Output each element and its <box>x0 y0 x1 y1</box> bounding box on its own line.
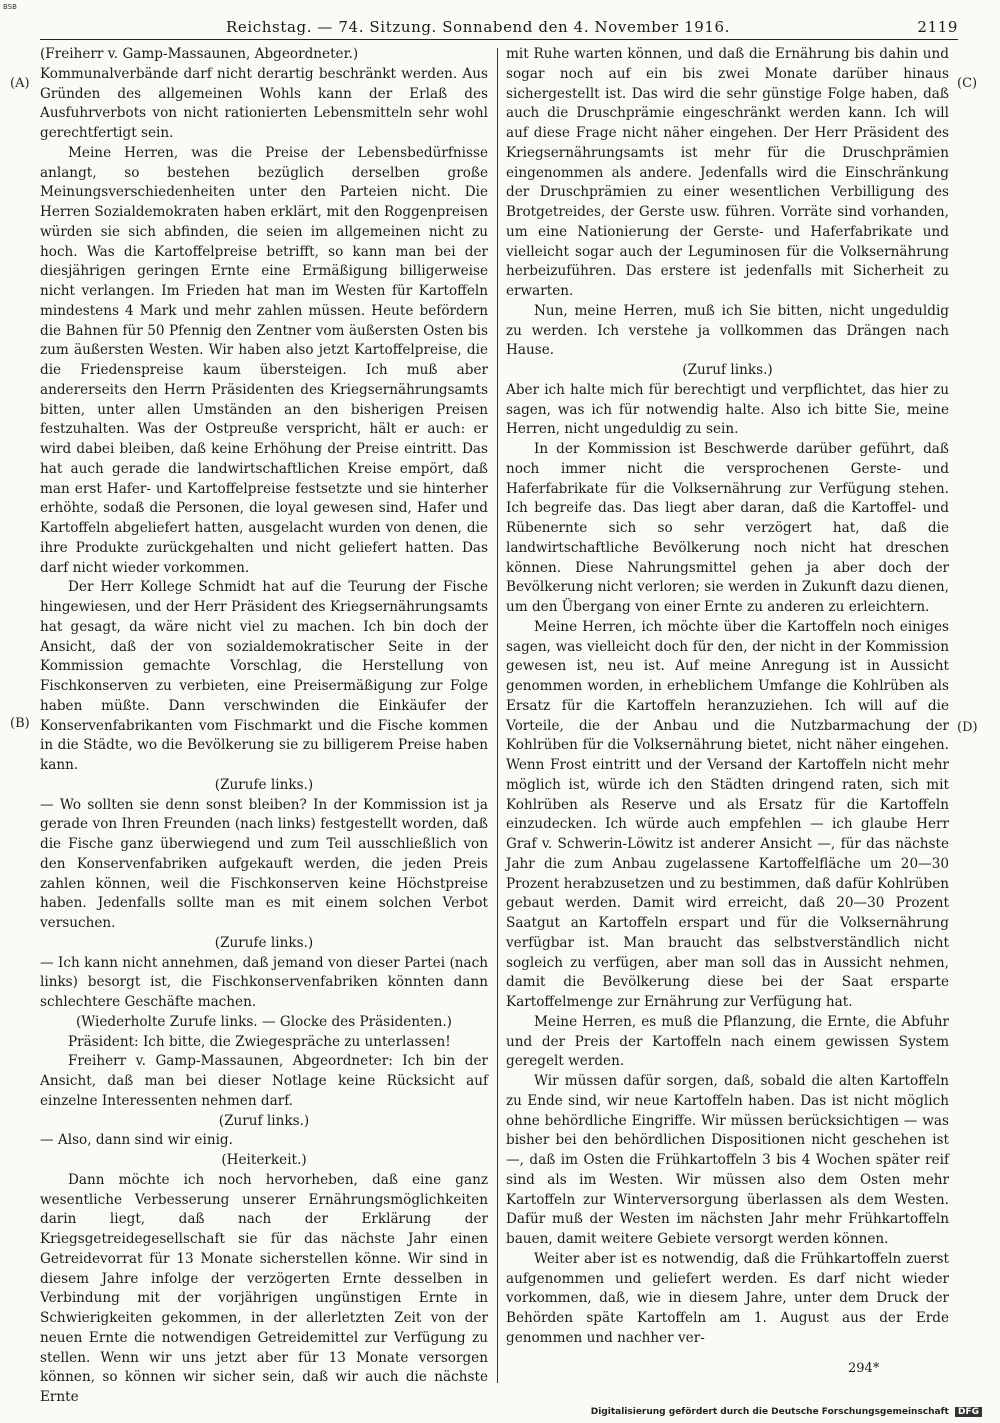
left-paragraph: Meine Herren, was die Preise der Lebensbedürfnisse anlangt, so bestehen bezüglich derselben große Meinungsverschiedenheiten unter den Parteien nicht. Die Herren Sozialdemokraten haben erklärt, mit den Roggenpreisen würden sie sich abfinden, die seien im allgemeinen nicht zu hoch. Was die Kartoffelpreise betrifft, so kann man bei der diesjährigen geringen Ernte eine Ermäßigung billigerweise nicht verlangen. Im Frieden hat man im Westen für Kartoffeln mindestens 4 Mark und mehr zahlen müssen. Heute befördern die Bahnen für 50 Pfennig den Zentner vom äußersten Osten bis zum äußersten Westen. Wir haben also jetzt Kartoffelpreise, die die Friedenspreise kaum übersteigen. Ich muß aber andererseits den Herrn Präsidenten des Kriegsernährungsamts bitten, unter allen Umständen an den bisherigen Preisen festzuhalten. Was der Ostpreuße verspricht, hält er auch: er wird dabei bleiben, daß keine Erhöhung der Preise eintritt. Das hat auch gerade die landwirtschaftlichen Kreise empört, daß man erst Hafer- und Kartoffelpreise festsetzte und sie hinterher erhöhte, sodaß die Personen, die loyal gewesen sind, Hafer und Kartoffeln abgeliefert hatten, ausgelacht wurden von denen, die ihre Produkte zurückgehalten und nicht geliefert hatten. Das darf nicht wieder vorkommen. <box>40 144 488 576</box>
left-paragraph: Kommunalverbände darf nicht derartig beschränkt werden. Aus Gründen des allgemeinen Wohls kann der Erlaß des Ausfuhrverbots von nicht rationierten Lebensmitteln sehr wohl gerechtfertigt sein. <box>40 65 488 141</box>
left-column <box>40 45 488 1408</box>
margin-marker-c: (C) <box>957 76 978 91</box>
right-paragraph: Aber ich halte mich für berechtigt und verpflichtet, das hier zu sagen, was ich für notwendig halte. Also ich bitte Sie, meine Herren, nicht ungeduldig zu sein. <box>506 381 949 438</box>
dfg-logo: DFG <box>955 1407 982 1417</box>
library-mark: BSB <box>3 3 17 11</box>
left-paragraph: (Freiherr v. Gamp-Massaunen, Abgeordneter.) <box>40 46 359 62</box>
left-paragraph: (Zuruf links.) <box>218 1112 310 1129</box>
right-paragraph: Meine Herren, ich möchte über die Kartoffeln noch einiges sagen, was vielleicht doch für den, der nicht in der Kommission gewesen ist, neu ist. Auf meine Anregung ist in Aussicht genommen worden, in erheblichem Umfange die Kohlrüben als Ersatz für die Kartoffeln heranzuziehen. Ich will auf die Vorteile, die der Anbau und die Nutzbarmachung der Kohlrüben für die Volksernährung bietet, nicht näher eingehen. Wenn Frost eintritt und der Versand der Kartoffeln nicht mehr möglich ist, würde ich den Städten dringend raten, sich mit Kohlrüben als Reserve und als Ersatz für die Kartoffeln einzudecken. Ich würde auch empfehlen — ich glaube Herr Graf v. Schwerin-Löwitz ist anderer Ansicht —, für das nächste Jahr die zum Anbau zugelassene Kartoffelfläche um 20—30 Prozent herabzusetzen und zu bestimmen, daß dafür Kohlrüben gebaut werden. Damit wird erreicht, daß 20—30 Prozent Saatgut an Kartoffeln erspart und für die Volksernährung verfügbar ist. Man braucht das selbstverständlich nicht sogleich zu verfügen, aber man soll das in Aussicht nehmen, damit die Bevölkerung diese bei der Saat ersparte Kartoffelmenge zur Ernährung zur Verfügung hat. <box>506 618 949 1010</box>
left-paragraph: (Wiederholte Zurufe links. — Glocke des Präsidenten.) <box>76 1013 452 1030</box>
left-paragraph: (Heiterkeit.) <box>221 1152 307 1168</box>
page-header <box>40 14 958 40</box>
column-divider <box>497 48 498 1383</box>
margin-marker-b: (B) <box>10 716 30 731</box>
left-paragraph: (Zurufe links.) <box>214 776 314 793</box>
left-paragraph: Der Herr Kollege Schmidt hat auf die Teurung der Fische hingewiesen, und der Herr Präsident des Kriegsernährungsamts hat gesagt, da wäre nicht viel zu machen. Ich bin doch der Ansicht, daß der von sozialdemokratischer Seite in der Kommission gemachte Vorschlag, die Herstellung von Fischkonserven zu verbieten, eine Preisermäßigung zur Folge haben müßte. Dann verschwinden die Einkäufer der Konservenfabrikanten vom Fischmarkt und die Fische kommen in die Städte, wo die Bevölkerung sie zu billigerem Preise haben kann. <box>40 579 488 773</box>
funding-credit-text: Digitalisierung gefördert durch die Deutsche Forschungsgemeinschaft <box>590 1407 949 1417</box>
left-paragraph: (Zurufe links.) <box>214 934 314 951</box>
right-paragraph: (Zuruf links.) <box>682 362 773 378</box>
right-paragraph: In der Kommission ist Beschwerde darüber geführt, daß noch immer nicht die versprochenen Gerste- und Haferfabrikate für die Volksernährung zur Verfügung stehen. Ich begreife das. Das liegt aber daran, daß die Kartoffel- und Rübenernte sich so sehr verzögert hat, daß die landwirtschaftliche Bevölkerung noch nicht hat dreschen können. Diese Nahrungsmittel gehen ja aber doch der Bevölkerung nicht verloren; sie werden in Zukunft dazu dienen, um den Übergang von einer Ernte zu anderen zu erleichtern. <box>506 441 949 615</box>
left-paragraph: — Ich kann nicht annehmen, daß jemand von dieser Partei (nach links) besorgt ist, die Fischkonservenfabriken könnten dann schlechtere Geschäfte machen. <box>40 954 488 1010</box>
page-number: 2119 <box>917 18 958 36</box>
right-paragraph: Nun, meine Herren, muß ich Sie bitten, nicht ungeduldig zu werden. Ich verstehe ja vollkommen das Drängen nach Hause. <box>506 302 949 359</box>
right-paragraph: Weiter aber ist es notwendig, daß die Frühkartoffeln zuerst aufgenommen und geliefert werden. Es darf nicht wieder vorkommen, daß, wie in diesem Jahre, unter dem Druck der Behörden späte Kartoffeln am 1. August aus der Erde genommen und nachher ver- <box>506 1250 949 1346</box>
margin-marker-d: (D) <box>957 720 978 735</box>
left-paragraph: — Also, dann sind wir einig. <box>40 1132 233 1149</box>
right-paragraph: Wir müssen dafür sorgen, daß, sobald die alten Kartoffeln zu Ende sind, wir neue Kartoffeln haben. Das ist nicht möglich ohne behördliche Eingriffe. Wir müssen berücksichtigen — was bisher bei den behördlichen Dispositionen nicht geschehen ist —, daß im Osten die Frühkartoffeln 3 bis 4 Wochen später reif sind als im Westen. Wir müssen also dem Osten mehr Kartoffeln zur Winterversorgung überlassen als dem Westen. Dafür muß der Westen im nächsten Jahr mehr Frühkartoffeln bauen, damit weitere Gebiete versorgt werden können. <box>506 1073 949 1247</box>
left-paragraph: Dann möchte ich noch hervorheben, daß eine ganz wesentliche Verbesserung unserer Ernährungsmöglichkeiten darin liegt, daß nach der Erklärung der Kriegsgetreidegesellschaft sie für das nächste Jahr einen Getreidevorrat für 13 Monate sicherstellen könne. Wir sind in diesem Jahre infolge der verzögerten Ernte desselben in Verbindung mit der vorjährigen ungünstigen Ernte in Schwierigkeiten gekommen, in der allerletzten Zeit von der neuen Ernte die notwendigen Getreidemittel zur Verfügung zu stellen. Wenn wir uns jetzt aber für 13 Monate versorgen können, so können wir sicher sein, daß wir auch die nächste Ernte <box>40 1171 488 1405</box>
running-title: Reichstag. — 74. Sitzung. Sonnabend den 4. November 1916. <box>226 18 731 36</box>
left-paragraph: Präsident: Ich bitte, die Zwiegespräche zu unterlassen! <box>68 1033 451 1050</box>
funding-credit <box>591 1407 982 1417</box>
right-paragraph: mit Ruhe warten können, und daß die Ernährung bis dahin und sogar noch auf ein bis zwei Monate darüber hinaus sichergestellt ist. Das wird die sehr günstige Folge haben, daß auch die Druschprämie eingeschränkt werden kann. Ich will auf diese Frage nicht näher eingehen. Der Herr Präsident des Kriegsernährungsamts ist mehr für die Druschprämien eingenommen als andere. Jedenfalls wird die Einschränkung der Druschprämien zu einer wesentlichen Verbilligung des Brotgetreides, der Gerste usw. führen. Vorräte sind vorhanden, um eine Nationierung der Gerste- und Haferfabrikate und vielleicht sogar auch der Leguminosen für die Volksernährung herbeizuführen. Das erstere ist jedenfalls mit Sicherheit zu erwarten. <box>506 46 949 299</box>
right-paragraph: Meine Herren, es muß die Pflanzung, die Ernte, die Abfuhr und der Preis der Kartoffeln nach einem gewissen System geregelt werden. <box>506 1013 949 1070</box>
sheet-number: 294* <box>848 1361 880 1376</box>
header-rule <box>40 39 958 40</box>
right-column <box>506 45 949 1349</box>
left-paragraph: — Wo sollten sie denn sonst bleiben? In der Kommission ist ja gerade von Ihren Freunden (nach links) festgestellt worden, daß die Fische ganz überwiegend und zum Teil ausschließlich von den Konservenfabriken aufgekauft werden, die jeden Preis zahlen können, weil die Fischkonserven keine Höchstpreise haben. Jedenfalls sollte man es mit einem solchen Verbot versuchen. <box>40 796 488 931</box>
left-paragraph: Freiherr v. Gamp-Massaunen, Abgeordneter: Ich bin der Ansicht, daß man bei dieser Notlage keine Rücksicht auf einzelne Interessenten nehmen darf. <box>40 1053 488 1109</box>
margin-marker-a: (A) <box>10 76 30 91</box>
